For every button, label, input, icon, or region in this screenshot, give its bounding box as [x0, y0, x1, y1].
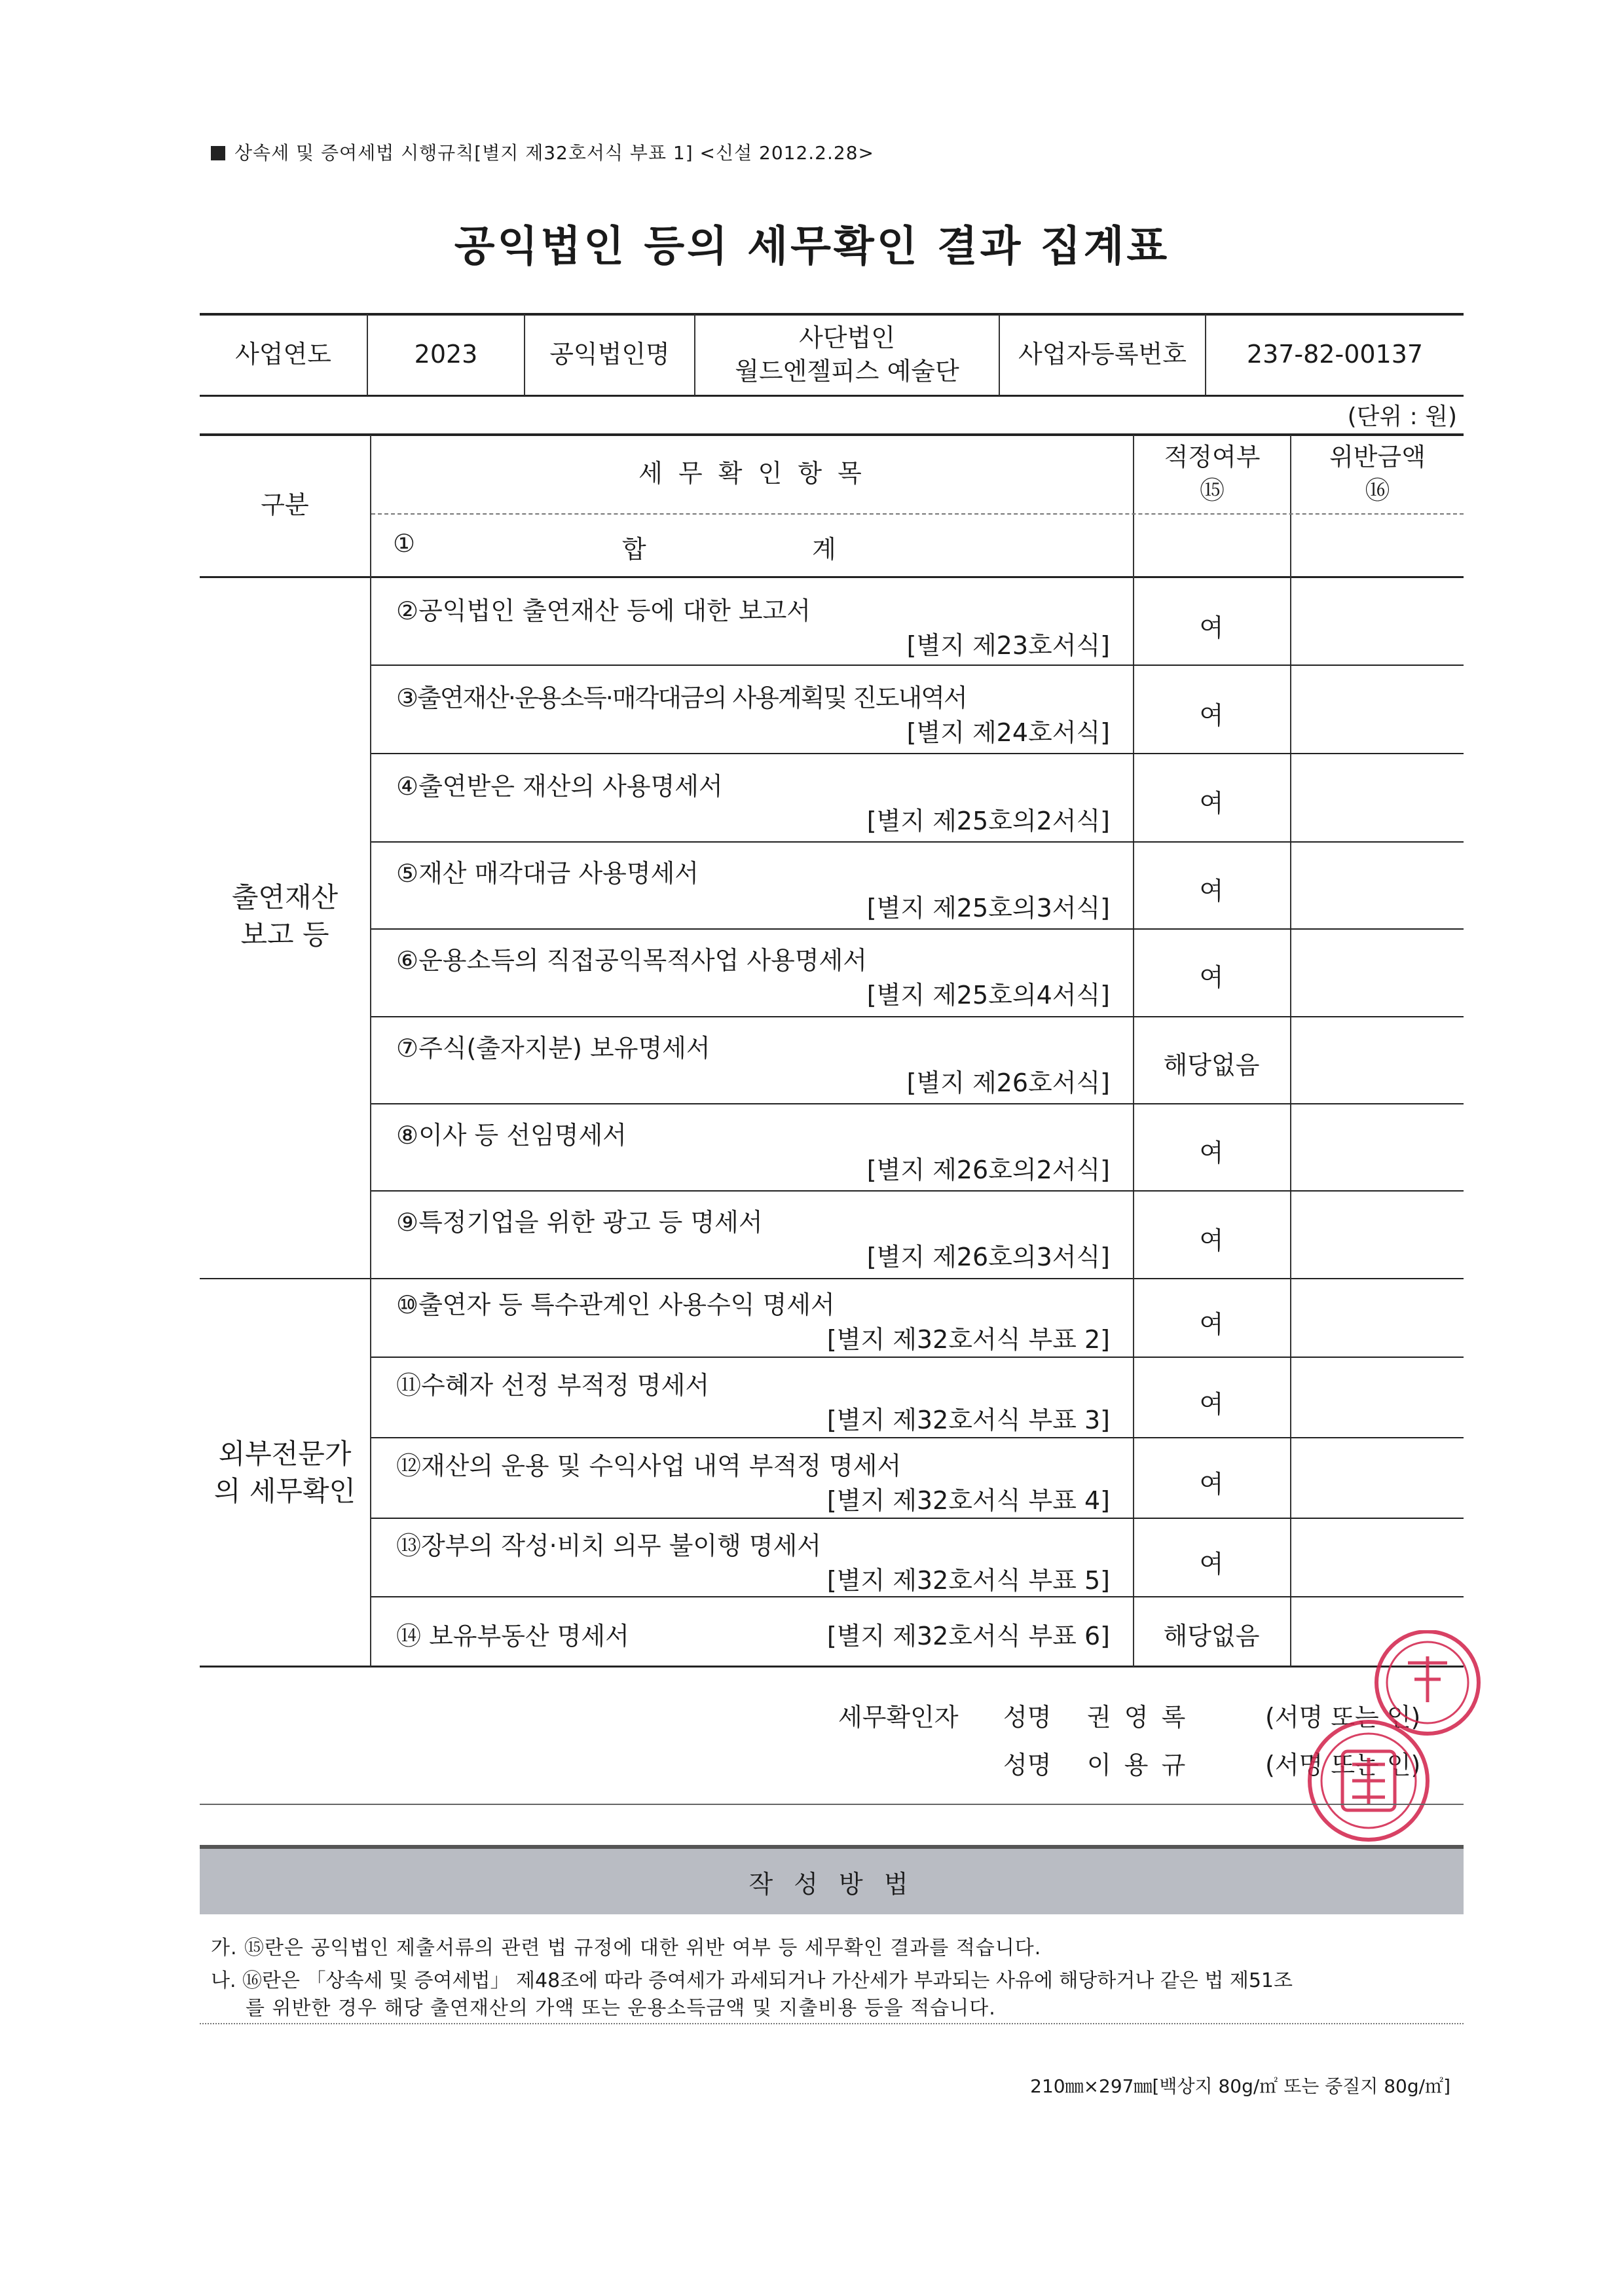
item-row-10: ⑩출연자 등 특수관계인 사용수익 명세서: [396, 1290, 835, 1319]
regno-label: 사업자등록번호: [1018, 340, 1187, 369]
row-divider: [371, 928, 1464, 930]
square-bullet-icon: [211, 146, 225, 160]
signature-separator: [200, 1804, 1464, 1805]
method-title-bar: 작 성 방 법: [200, 1845, 1464, 1914]
row-divider: [371, 1357, 1464, 1358]
item-row-9: ⑨특정기업을 위한 광고 등 명세서: [396, 1208, 763, 1237]
form-row-9: [별지 제26호의3서식]: [866, 1243, 1110, 1271]
item-row-11: ⑪수혜자 선정 부적정 명세서: [396, 1371, 710, 1400]
form-row-12: [별지 제32호서식 부표 4]: [826, 1486, 1110, 1515]
col-result-number: ⑮: [1199, 476, 1225, 505]
col-amount-number: ⑯: [1365, 476, 1390, 505]
paper-spec-footer: 210㎜×297㎜[백상지 80g/㎡ 또는 중질지 80g/㎡]: [1030, 2075, 1450, 2097]
year-value: 2023: [414, 340, 478, 369]
method-bottom-line: [200, 2023, 1464, 2024]
regno-value: 237-82-00137: [1246, 340, 1424, 369]
row-divider: [371, 1103, 1464, 1104]
sign-note-2: (서명 또는 인): [1265, 1751, 1421, 1779]
result-row-12: 여: [1199, 1470, 1224, 1499]
total-label-b: 계: [812, 535, 836, 564]
item-row-6: ⑥운용소득의 직접공익목적사업 사용명세서: [396, 946, 867, 975]
item-row-2: ②공익법인 출연재산 등에 대한 보고서: [396, 596, 811, 625]
result-row-6: 여: [1199, 963, 1224, 992]
col-items-header: 세 무 확 인 항 목: [638, 459, 866, 488]
group-report-line2: 보고 등: [240, 919, 329, 951]
result-row-5: 여: [1199, 877, 1224, 905]
item-row-12: ⑫재산의 운용 및 수익사업 내역 부적정 명세서: [396, 1451, 902, 1480]
item-row-14: ⑭ 보유부동산 명세서: [396, 1622, 629, 1650]
signer-name-label-2: 성명: [1003, 1751, 1052, 1779]
col-amount-header: [1291, 435, 1464, 513]
item-row-7: ⑦주식(출자지분) 보유명세서: [396, 1034, 710, 1063]
row-divider: [371, 1016, 1464, 1017]
row-divider: [371, 665, 1464, 666]
form-row-10: [별지 제32호서식 부표 2]: [826, 1325, 1110, 1354]
header-dash: [371, 513, 1464, 515]
item-row-4: ④출연받은 재산의 사용명세서: [396, 772, 723, 801]
col-result-label: 적정여부: [1164, 442, 1261, 471]
group-divider: [200, 1278, 1464, 1279]
group-external-line2: 의 세무확인: [213, 1475, 356, 1507]
col-result-header: [1134, 435, 1290, 513]
item-row-3: ③출연재산·운용소득·매각대금의 사용계획및 진도내역서: [396, 683, 967, 712]
result-row-14: 해당없음: [1163, 1622, 1260, 1650]
row-divider: [371, 1190, 1464, 1192]
corp-value-line1: 사단법인: [799, 323, 895, 352]
total-number: ①: [393, 529, 416, 558]
result-row-11: 여: [1199, 1390, 1224, 1419]
method-note-b-line1: 나. ⑯란은 「상속세 및 증여세법」 제48조에 따라 증여세가 과세되거나 가산세가 부과되는 사유에 해당하거나 같은 법 제51조: [211, 1969, 1293, 1992]
form-row-2: [별지 제23호서식]: [906, 631, 1110, 660]
form-row-7: [별지 제26호서식]: [906, 1068, 1110, 1097]
group-report-line1: 출연재산: [231, 881, 339, 914]
col-divider-amount: [1290, 435, 1291, 1667]
table-header-bottom: [200, 576, 1464, 578]
item-row-13: ⑬장부의 작성·비치 의무 불이행 명세서: [396, 1531, 822, 1560]
form-reference: 상속세 및 증여세법 시행규칙[별지 제32호서식 부표 1] <신설 2012.2.28>: [211, 139, 874, 165]
method-note-a: 가. ⑮란은 공익법인 제출서류의 관련 법 규정에 대한 위반 여부 등 세무확인 결과를 적습니다.: [211, 1937, 1042, 1959]
result-row-8: 여: [1199, 1139, 1224, 1167]
official-seal-stamp: [1303, 1630, 1500, 1846]
group-report: [200, 851, 370, 982]
row-divider: [371, 1437, 1464, 1438]
result-row-10: 여: [1199, 1310, 1224, 1339]
row-divider: [371, 753, 1464, 754]
sign-note-1: (서명 또는 인): [1265, 1703, 1421, 1732]
form-row-6: [별지 제25호의4서식]: [866, 981, 1110, 1010]
signer-name-2: 이 용 규: [1087, 1751, 1189, 1779]
col-category-header: 구분: [261, 490, 309, 520]
unit-note: (단위 : 원): [1347, 403, 1457, 430]
result-row-3: 여: [1199, 701, 1224, 730]
result-row-4: 여: [1199, 789, 1224, 818]
result-row-13: 여: [1199, 1550, 1224, 1578]
row-divider: [371, 1596, 1464, 1597]
form-row-11: [별지 제32호서식 부표 3]: [826, 1406, 1110, 1434]
col-divider-category: [370, 435, 371, 1667]
result-row-9: 여: [1199, 1226, 1224, 1255]
signer-name-1: 권 영 록: [1087, 1703, 1189, 1732]
page-title: 공익법인 등의 세무확인 결과 집계표: [454, 223, 1170, 271]
form-row-13: [별지 제32호서식 부표 5]: [826, 1566, 1110, 1595]
form-row-5: [별지 제25호의3서식]: [866, 894, 1110, 922]
group-external-line1: 외부전문가: [218, 1438, 352, 1470]
form-row-8: [별지 제26호의2서식]: [866, 1156, 1110, 1184]
row-divider: [371, 1518, 1464, 1519]
result-row-7: 해당없음: [1163, 1051, 1260, 1080]
signer-role: 세무확인자: [838, 1703, 959, 1732]
form-row-3: [별지 제24호서식]: [906, 718, 1110, 747]
row-divider: [371, 841, 1464, 843]
item-row-5: ⑤재산 매각대금 사용명세서: [396, 859, 699, 888]
group-external: [200, 1408, 370, 1539]
corp-label: 공익법인명: [549, 340, 670, 369]
item-row-8: ⑧이사 등 선임명세서: [396, 1121, 627, 1150]
signer-name-label-1: 성명: [1003, 1703, 1052, 1732]
result-row-2: 여: [1199, 613, 1224, 642]
corp-value-line2: 월드엔젤피스 예술단: [735, 357, 959, 386]
method-note-b-line2: 를 위반한 경우 해당 출연재산의 가액 또는 운용소득금액 및 지출비용 등을 적습니다.: [246, 1997, 996, 2020]
table-bottom-border: [200, 1666, 1464, 1667]
corp-value: [695, 314, 999, 395]
total-label-a: 합: [622, 535, 646, 564]
form-row-4: [별지 제25호의2서식]: [866, 807, 1110, 835]
year-label: 사업연도: [235, 340, 331, 369]
col-amount-label: 위반금액: [1329, 442, 1426, 471]
form-row-14: [별지 제32호서식 부표 6]: [826, 1622, 1110, 1650]
